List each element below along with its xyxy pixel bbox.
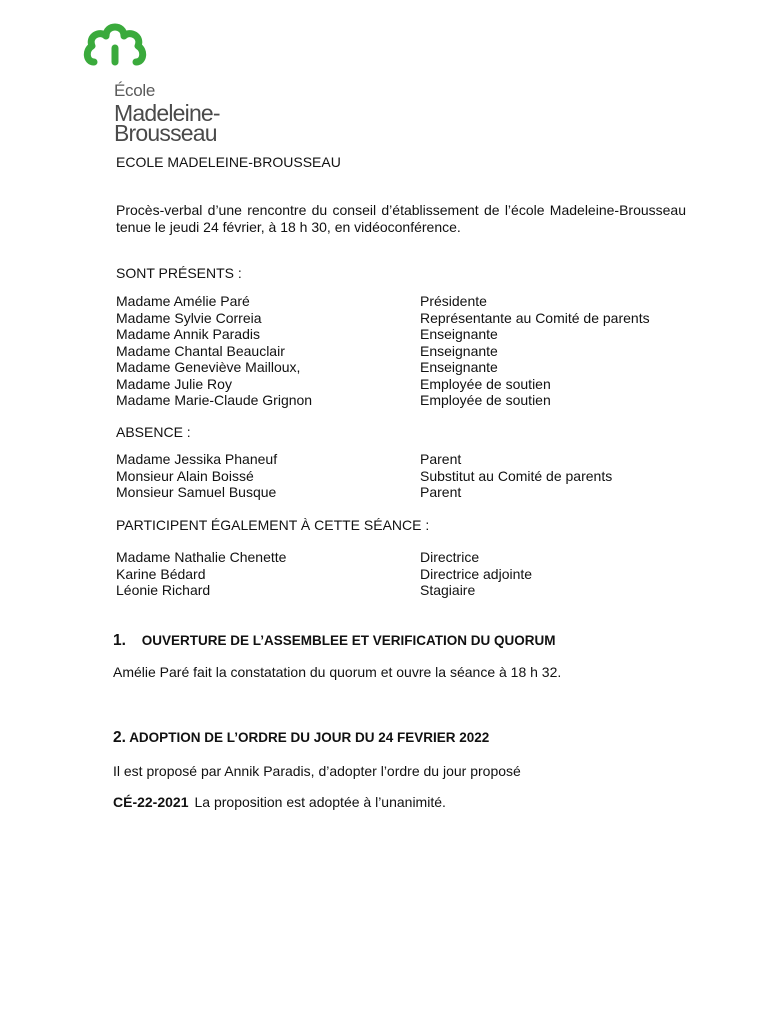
present-roles-column bbox=[420, 293, 650, 409]
present-names-column bbox=[116, 293, 312, 409]
attendee-role: Présidente bbox=[420, 293, 487, 309]
item1-number: 1. bbox=[113, 632, 126, 649]
attendee-name: Madame Julie Roy bbox=[116, 375, 232, 392]
absent-roles-column bbox=[420, 451, 612, 501]
item1-text: Amélie Paré fait la constatation du quorum et ouvre la séance à 18 h 32. bbox=[113, 664, 562, 680]
participant-name: Madame Nathalie Chenette bbox=[116, 549, 287, 565]
participant-role: Stagiaire bbox=[420, 582, 476, 598]
logo-text-line3: Brousseau bbox=[114, 120, 217, 146]
absent-label: ABSENCE : bbox=[116, 424, 191, 440]
participant-name: Léonie Richard bbox=[116, 582, 211, 598]
intro-paragraph: Procès-verbal d’une rencontre du conseil d’établissement de l’école Madeleine-Brousseau tenue le jeudi 24 février, à 18 h 30, en vidéoconférence. bbox=[116, 202, 686, 235]
also-present-label: PARTICIPENT ÉGALEMENT À CETTE SÉANCE : bbox=[116, 517, 430, 533]
attendee-role: Employée de soutien bbox=[420, 392, 551, 408]
attendee-role: Enseignante bbox=[420, 359, 498, 375]
item1-heading bbox=[113, 632, 555, 650]
resolution-code: CÉ-22-2021 bbox=[113, 794, 189, 810]
attendee-name: Madame Sylvie Correia bbox=[116, 309, 262, 326]
logo-text-line1: École bbox=[114, 81, 156, 100]
present-label: SONT PRÉSENTS : bbox=[116, 265, 242, 281]
participant-role: Directrice bbox=[420, 549, 480, 565]
absentee-role: Parent bbox=[420, 451, 462, 467]
cloud-logo-icon bbox=[82, 18, 148, 68]
attendee-role: Enseignante bbox=[420, 326, 498, 342]
also-roles-column bbox=[420, 549, 532, 599]
item2-heading bbox=[113, 729, 489, 747]
absentee-role: Substitut au Comité de parents bbox=[420, 467, 613, 484]
logo-text-line2: Madeleine- bbox=[114, 100, 220, 126]
participant-name: Karine Bédard bbox=[116, 565, 206, 582]
item2-text: Il est proposé par Annik Paradis, d’adopter l’ordre du jour proposé bbox=[113, 763, 521, 779]
attendee-role: Employée de soutien bbox=[420, 375, 551, 392]
item2-number: 2. bbox=[113, 729, 126, 746]
item2-resolution bbox=[113, 794, 446, 810]
attendee-name: Madame Annik Paradis bbox=[116, 326, 260, 342]
school-heading: ECOLE MADELEINE-BROUSSEAU bbox=[116, 154, 341, 170]
attendee-name: Madame Marie-Claude Grignon bbox=[116, 392, 313, 408]
attendee-role: Représentante au Comité de parents bbox=[420, 309, 650, 326]
attendee-name: Madame Geneviève Mailloux, bbox=[116, 359, 301, 375]
participant-role: Directrice adjointe bbox=[420, 565, 533, 582]
resolution-text: La proposition est adoptée à l’unanimité. bbox=[194, 794, 446, 810]
absentee-name: Madame Jessika Phaneuf bbox=[116, 451, 278, 467]
absentee-name: Monsieur Samuel Busque bbox=[116, 484, 277, 500]
attendee-name: Madame Amélie Paré bbox=[116, 293, 250, 309]
also-names-column bbox=[116, 549, 286, 599]
absentee-name: Monsieur Alain Boissé bbox=[116, 467, 254, 484]
item2-title: ADOPTION DE L’ORDRE DU JOUR DU 24 FEVRIER 2022 bbox=[129, 730, 490, 745]
attendee-name: Madame Chantal Beauclair bbox=[116, 342, 285, 359]
item1-title: OUVERTURE DE L’ASSEMBLEE ET VERIFICATION DU QUORUM bbox=[141, 633, 556, 648]
school-logo bbox=[82, 18, 252, 146]
attendee-role: Enseignante bbox=[420, 342, 498, 359]
absent-names-column bbox=[116, 451, 277, 501]
absentee-role: Parent bbox=[420, 484, 462, 500]
